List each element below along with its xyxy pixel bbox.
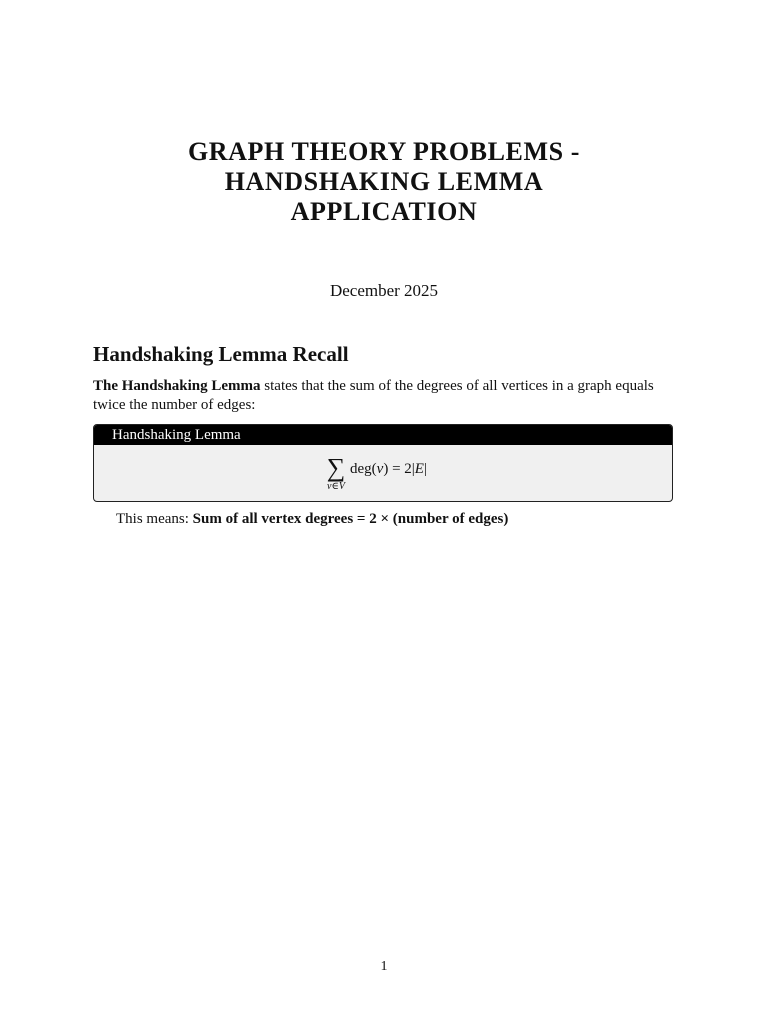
means-line: [116, 509, 508, 529]
title-line-3: APPLICATION: [290, 197, 478, 226]
lemma-formula: [94, 455, 672, 495]
lemma-box: [93, 424, 673, 502]
section-heading: Handshaking Lemma Recall: [93, 342, 349, 366]
means-prefix: This means:: [116, 511, 193, 527]
intro-paragraph: [93, 377, 675, 415]
formula-deg: deg(: [350, 461, 377, 477]
means-statement: Sum of all vertex degrees = 2 × (number of edges): [192, 511, 509, 527]
sigma-symbol: ∑: [326, 453, 346, 482]
summation: [321, 455, 351, 493]
formula-E: E: [414, 461, 424, 477]
intro-text: states that the sum of the degrees of all vertices in a graph equals twice the number of edges:: [93, 378, 654, 413]
document-date: December 2025: [329, 281, 439, 300]
summation-subscript: v∈V: [327, 481, 345, 492]
lemma-box-header: Handshaking Lemma: [94, 425, 672, 445]
formula-close: |: [423, 461, 427, 477]
formula-eq: ) = 2|: [383, 461, 415, 477]
formula-expression: [350, 460, 427, 478]
title-line-2: HANDSHAKING LEMMA: [224, 167, 544, 196]
page-number: 1: [380, 959, 388, 974]
document-title: [93, 137, 675, 227]
title-line-1: GRAPH THEORY PROBLEMS -: [187, 137, 581, 166]
intro-bold-term: The Handshaking Lemma: [93, 378, 261, 394]
formula-v: v: [376, 461, 384, 477]
